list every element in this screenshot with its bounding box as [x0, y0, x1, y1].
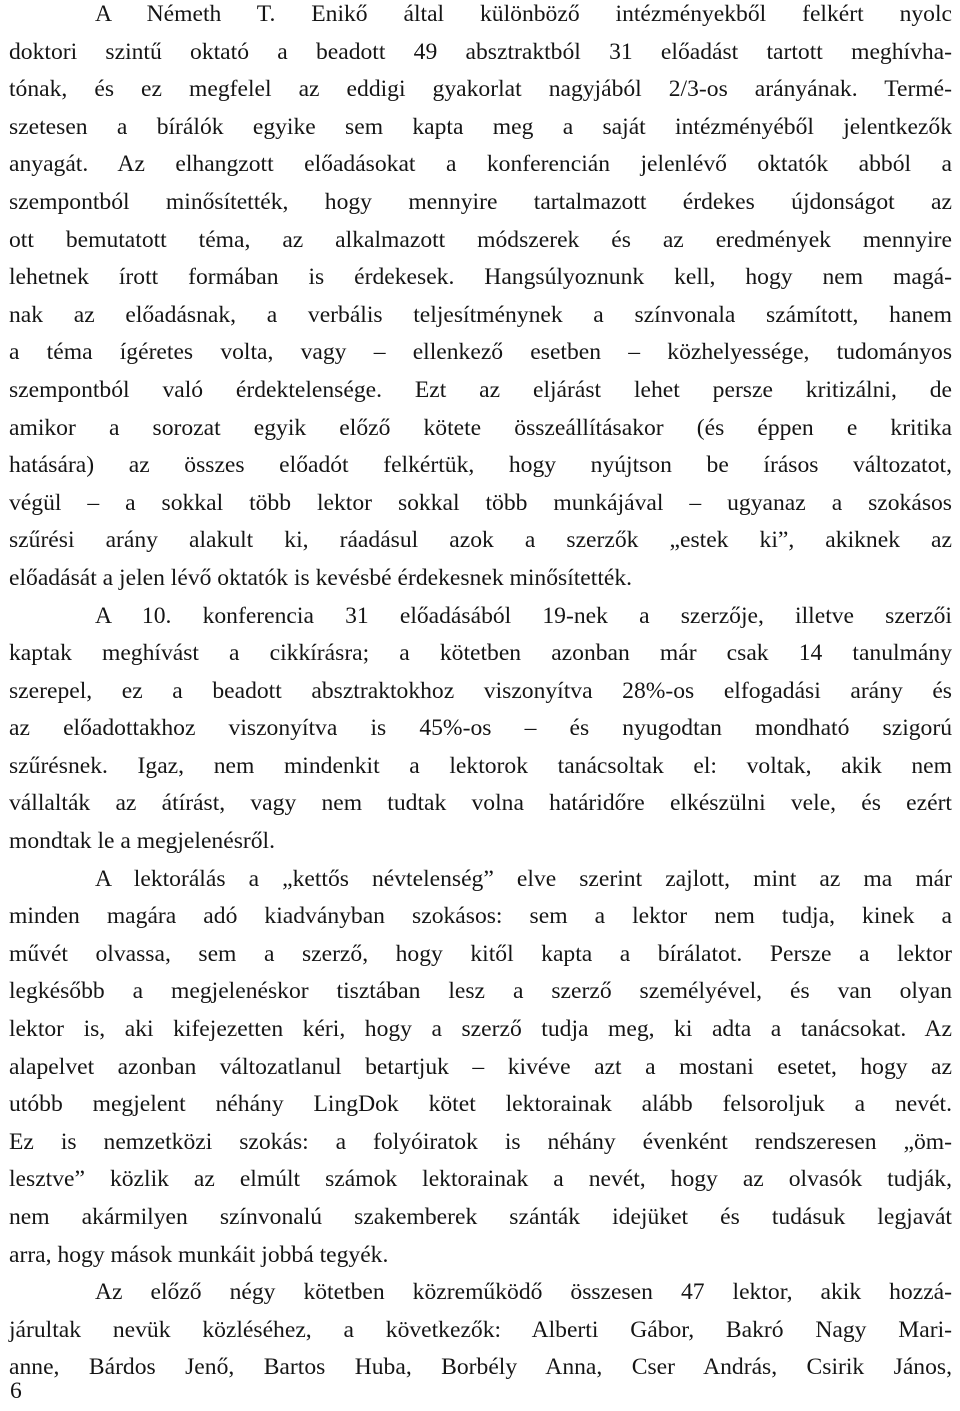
- text-line: művét olvassa, sem a szerző, hogy kitől kapta a bírálatot. Persze a lektor: [9, 940, 952, 967]
- text-line: vállalták az átírást, vagy nem tudtak volna határidőre elkészülni vele, és ezért: [9, 790, 952, 817]
- text-line: járultak nevük közléséhez, a következők: Alberti Gábor, Bakró Nagy Mari-: [9, 1316, 952, 1343]
- paragraph-4: [9, 1274, 952, 1387]
- text-line: nak az előadásnak, a verbális teljesítménynek a színvonala számított, hanem: [9, 301, 952, 328]
- text-line: A Németh T. Enikő által különböző intézményekből felkért nyolc: [95, 1, 952, 27]
- text-line: szempontból való érdektelensége. Ezt az eljárást lehet persze kritizálni, de: [9, 376, 952, 403]
- text-line: szűrésnek. Igaz, nem mindenkit a lektorok tanácsoltak el: voltak, akik nem: [9, 752, 952, 779]
- text-line: szerepel, ez a beadott absztraktokhoz viszonyítva 28%-os elfogadási arány és: [9, 677, 952, 704]
- text-line: a téma ígéretes volta, vagy – ellenkező esetben – közhelyessége, tudományos: [9, 339, 952, 366]
- text-line: ott bemutatott téma, az alkalmazott módszerek és az eredmények mennyire: [9, 226, 952, 253]
- text-line: legkésőbb a megjelenéskor tisztában lesz a szerző személyével, és van olyan: [9, 978, 952, 1005]
- text-line: anyagát. Az elhangzott előadásokat a konferencián jelenlévő oktatók abból a: [9, 151, 952, 178]
- text-line: A lektorálás a „kettős névtelenség” elve szerint zajlott, mint az ma már: [95, 865, 952, 892]
- text-line: lehetnek írott formában is érdekesek. Hangsúlyoznunk kell, hogy nem magá-: [9, 264, 952, 291]
- text-line: arra, hogy mások munkáit jobbá tegyék.: [9, 1241, 389, 1268]
- text-line: lektor is, aki kifejezetten kéri, hogy a szerző tudja meg, ki adta a tanácsokat. Az: [9, 1016, 952, 1043]
- text-line: szempontból minősítették, hogy mennyire tartalmazott érdekes újdonságot az: [9, 188, 952, 215]
- paragraph-2: [9, 598, 952, 861]
- text-line: előadását a jelen lévő oktatók is kevésbé érdekesnek minősítették.: [9, 564, 633, 591]
- page-number: 6: [10, 1378, 22, 1404]
- body-text: [9, 0, 952, 1387]
- text-line: minden magára adó kiadványban szokásos: sem a lektor nem tudja, kinek a: [9, 903, 952, 930]
- paragraph-3: [9, 861, 952, 1275]
- text-line: anne, Bárdos Jenő, Bartos Huba, Borbély Anna, Cser András, Csirik János,: [9, 1354, 952, 1381]
- text-line: hatására) az összes előadót felkértük, hogy nyújtson be írásos változatot,: [9, 452, 952, 479]
- text-line: lesztve” közlik az elmúlt számok lektorainak a nevét, hogy az olvasók tudják,: [9, 1166, 952, 1193]
- text-line: alapelvet azonban változatlanul betartjuk – kivéve azt a mostani esetet, hogy az: [9, 1053, 952, 1080]
- text-line: amikor a sorozat egyik előző kötete összeállításakor (és éppen e kritika: [9, 414, 952, 441]
- text-line: szetesen a bírálók egyike sem kapta meg a saját intézményéből jelentkezők: [9, 113, 952, 140]
- text-line: mondtak le a megjelenésről.: [9, 828, 275, 855]
- text-line: Az előző négy kötetben közreműködő összesen 47 lektor, akik hozzá-: [95, 1279, 952, 1306]
- text-line: az előadottakhoz viszonyítva is 45%-os – és nyugodtan mondható szigorú: [9, 715, 952, 742]
- text-line: nem akármilyen színvonalú szakemberek szánták idejüket és tudásuk legjavát: [9, 1204, 952, 1230]
- text-line: tónak, és ez megfelel az eddigi gyakorlat nagyjából 2/3-os arányának. Termé-: [9, 76, 952, 103]
- text-line: Ez is nemzetközi szokás: a folyóiratok is néhány évenként rendszeresen „öm-: [9, 1128, 952, 1155]
- paragraph-1: [9, 0, 952, 598]
- text-line: végül – a sokkal több lektor sokkal több munkájával – ugyanaz a szokásos: [9, 489, 952, 516]
- text-line: A 10. konferencia 31 előadásából 19-nek a szerzője, illetve szerzői: [95, 602, 952, 629]
- text-line: doktori szintű oktató a beadott 49 absztraktból 31 előadást tartott meghívha-: [9, 38, 952, 65]
- text-line: szűrési arány alakult ki, ráadásul azok a szerzők „estek ki”, akiknek az: [9, 527, 952, 554]
- text-line: kaptak meghívást a cikkírásra; a kötetben azonban már csak 14 tanulmány: [9, 640, 952, 667]
- text-line: utóbb megjelent néhány LingDok kötet lektorainak alább felsoroljuk a nevét.: [9, 1091, 952, 1118]
